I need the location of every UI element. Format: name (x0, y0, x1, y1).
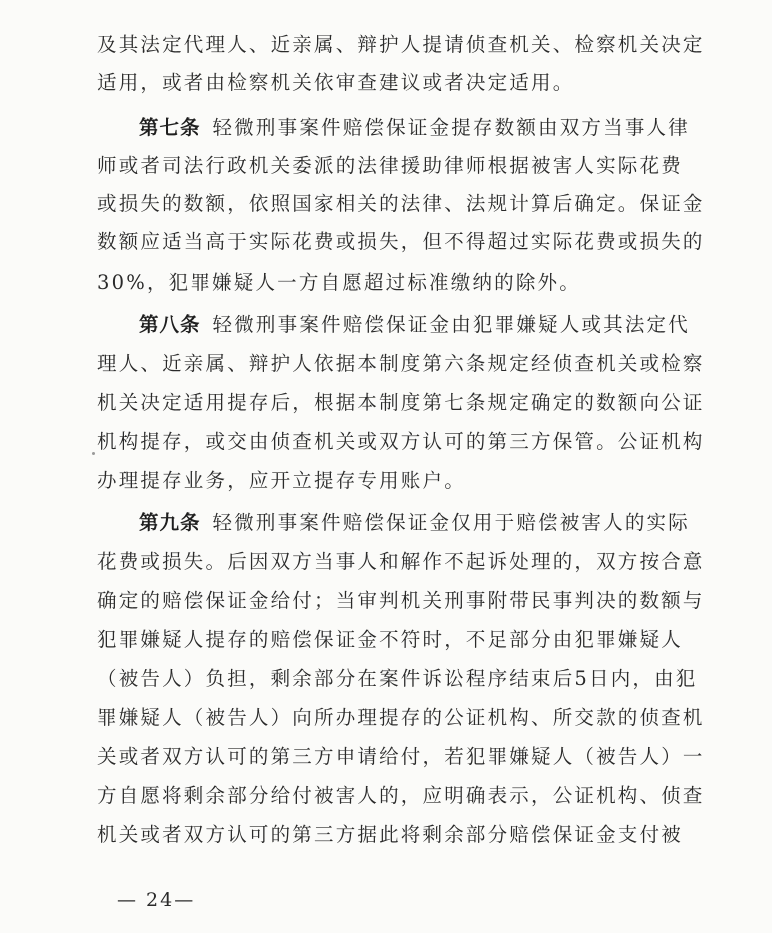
text-line: 或损失的数额，依照国家相关的法律、法规计算后确定。保证金 (97, 192, 705, 215)
text-line: 数额应适当高于实际花费或损失，但不得超过实际花费或损失的 (97, 230, 705, 253)
article-9-first-line (139, 508, 690, 538)
article-7-heading: 第七条 (139, 116, 201, 139)
text-line: 理人、近亲属、辩护人依据本制度第六条规定经侦查机关或检察 (97, 352, 705, 375)
text-line: 机构提存，或交由侦查机关或双方认可的第三方保管。公证机构 (97, 430, 705, 453)
article-8-first-line (139, 310, 690, 340)
text-line: 方自愿将剩余部分给付被害人的，应明确表示，公证机构、侦查 (97, 784, 705, 807)
article-8-heading: 第八条 (139, 313, 201, 336)
article-9-heading: 第九条 (139, 511, 201, 534)
text-line: 办理提存业务，应开立提存专用账户。 (97, 469, 466, 492)
text-line: 关或者双方认可的第三方申请给付，若犯罪嫌疑人（被告人）一 (97, 745, 705, 768)
text-line: 花费或损失。后因双方当事人和解作不起诉处理的，双方按合意 (97, 550, 705, 573)
page-number: — 24— (117, 889, 196, 911)
text-line: 适用，或者由检察机关依审查建议或者决定适用。 (97, 71, 575, 94)
scan-speck (92, 452, 95, 455)
text-line: 轻微刑事案件赔偿保证金由犯罪嫌疑人或其法定代 (212, 313, 690, 336)
text-line: 师或者司法行政机关委派的法律援助律师根据被害人实际花费 (97, 154, 683, 177)
text-line: 犯罪嫌疑人提存的赔偿保证金不符时，不足部分由犯罪嫌疑人 (97, 628, 683, 651)
article-7-first-line (139, 113, 690, 143)
text-line: 轻微刑事案件赔偿保证金仅用于赔偿被害人的实际 (212, 511, 690, 534)
text-line: 机关决定适用提存后，根据本制度第七条规定确定的数额向公证 (97, 391, 705, 414)
text-line: 及其法定代理人、近亲属、辩护人提请侦查机关、检察机关决定 (97, 33, 705, 56)
text-line: 罪嫌疑人（被告人）向所办理提存的公证机构、所交款的侦查机 (97, 706, 705, 729)
text-line: 轻微刑事案件赔偿保证金提存数额由双方当事人律 (212, 116, 690, 139)
text-line: 机关或者双方认可的第三方据此将剩余部分赔偿保证金支付被 (97, 823, 683, 846)
text-line: 30%，犯罪嫌疑人一方自愿超过标准缴纳的除外。 (97, 271, 581, 294)
text-line: 确定的赔偿保证金给付；当审判机关刑事附带民事判决的数额与 (97, 589, 705, 612)
text-line: （被告人）负担，剩余部分在案件诉讼程序结束后5日内，由犯 (97, 667, 698, 690)
